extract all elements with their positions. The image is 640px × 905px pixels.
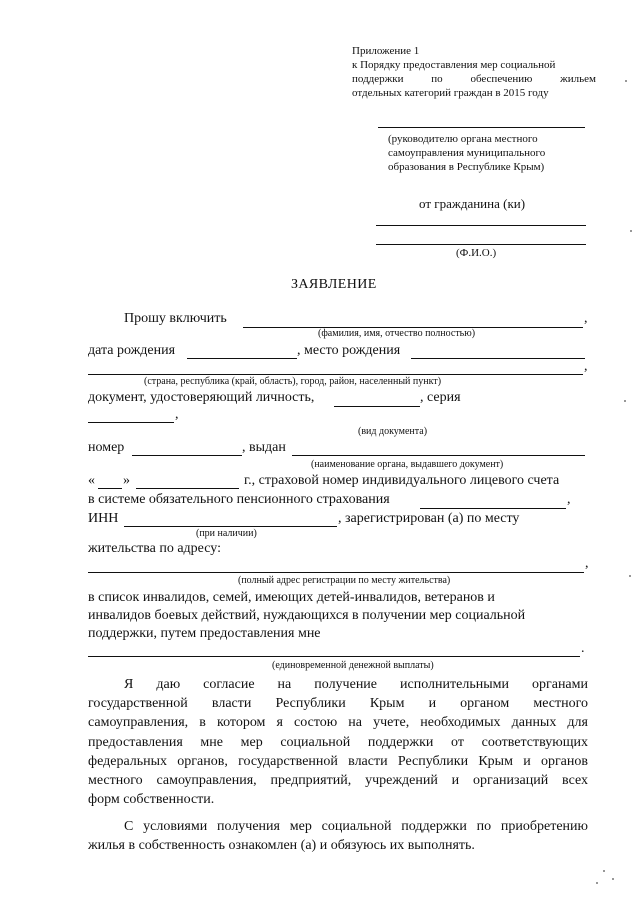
consent-line: федеральных органов, государственной власти Республики Крым и органов — [88, 754, 588, 769]
payment-hint: (единовременной денежной выплаты) — [272, 660, 434, 671]
conditions-line: С условиями получения мер социальной поддержки по приобретению — [124, 819, 588, 834]
pension-text: в системе обязательного пенсионного страхования — [88, 492, 390, 507]
consent-line: предоставления мне мер социальной поддержки от соответствующих — [88, 735, 588, 750]
number-label: номер — [88, 440, 125, 455]
conditions-line: жилья в собственность ознакомлен (а) и обязуюсь их выполнять. — [88, 838, 475, 853]
comma: , — [585, 556, 589, 571]
addressee-text: (руководителю органа местного — [388, 133, 538, 145]
place-hint: (страна, республика (край, область), город, район, населенный пункт) — [144, 376, 442, 387]
issued-label: , выдан — [242, 440, 286, 455]
payment-type-field[interactable] — [88, 656, 580, 657]
addressee-line — [378, 127, 585, 128]
list-text: поддержки, путем предоставления мне — [88, 626, 321, 641]
inn-hint: (при наличии) — [196, 528, 257, 539]
citizen-name-line — [376, 225, 586, 226]
document-type-hint: (вид документа) — [358, 426, 428, 437]
birth-date-label: дата рождения — [88, 343, 176, 358]
consent-line: местного самоуправления, предприятий, учреждений и организаций всех — [88, 773, 588, 788]
comma: , — [567, 492, 571, 507]
appendix-line: к Порядку предоставления мер социальной — [352, 59, 556, 71]
name-hint: (фамилия, имя, отчество полностью) — [318, 328, 476, 339]
address-field[interactable] — [88, 572, 584, 573]
inn-label: ИНН — [88, 511, 119, 526]
address-hint: (полный адрес регистрации по месту жительства) — [238, 575, 451, 586]
issue-month-year-field[interactable] — [136, 488, 239, 489]
snils-text: г., страховой номер индивидуального лицевого счета — [244, 473, 560, 488]
consent-line: государственной власти Республики Крым и органом местного — [88, 696, 588, 711]
residence-label: жительства по адресу: — [88, 541, 221, 556]
birth-place-field[interactable] — [411, 358, 585, 359]
document-title: ЗАЯВЛЕНИЕ — [291, 277, 377, 292]
comma: , — [175, 407, 179, 422]
fio-hint: (Ф.И.О.) — [456, 247, 497, 259]
document-number-field[interactable] — [132, 455, 242, 456]
request-label: Прошу включить — [124, 311, 227, 326]
appendix-title: Приложение 1 — [352, 45, 420, 57]
list-text: инвалидов боевых действий, нуждающихся в получении мер социальной — [88, 608, 526, 623]
issue-day-field[interactable] — [98, 488, 122, 489]
from-citizen-label: от гражданина (ки) — [419, 196, 526, 211]
citizen-name-line — [376, 244, 586, 245]
birth-place-field-cont[interactable] — [88, 374, 583, 375]
snils-field[interactable] — [420, 508, 566, 509]
id-document-field[interactable] — [334, 406, 420, 407]
issuer-field[interactable] — [292, 455, 585, 456]
consent-line: Я даю согласие на получение исполнительными органами — [124, 677, 588, 692]
consent-line: самоуправления, в котором я состою на учете, необходимых данных для — [88, 715, 588, 730]
quote-open: « — [88, 473, 95, 488]
comma: , — [584, 359, 588, 374]
addressee-text: образования в Республике Крым) — [388, 161, 545, 173]
appendix-line: поддержки по обеспечению жильем — [352, 73, 596, 85]
consent-line: форм собственности. — [88, 792, 215, 807]
series-label: , серия — [420, 390, 461, 405]
id-document-label: документ, удостоверяющий личность, — [88, 390, 315, 405]
list-text: в список инвалидов, семей, имеющих детей-инвалидов, ветеранов и — [88, 590, 495, 605]
period: . — [581, 641, 585, 656]
registered-text: , зарегистрирован (а) по месту — [338, 511, 520, 526]
quote-close: » — [123, 473, 130, 488]
comma: , — [584, 311, 588, 326]
inn-field[interactable] — [124, 526, 337, 527]
series-field[interactable] — [88, 422, 174, 423]
appendix-line: отдельных категорий граждан в 2015 году — [352, 87, 549, 99]
addressee-text: самоуправления муниципального — [388, 147, 546, 159]
birth-date-field[interactable] — [187, 358, 297, 359]
issuer-hint: (наименование органа, выдавшего документ) — [311, 459, 504, 470]
birth-place-label: , место рождения — [297, 343, 401, 358]
